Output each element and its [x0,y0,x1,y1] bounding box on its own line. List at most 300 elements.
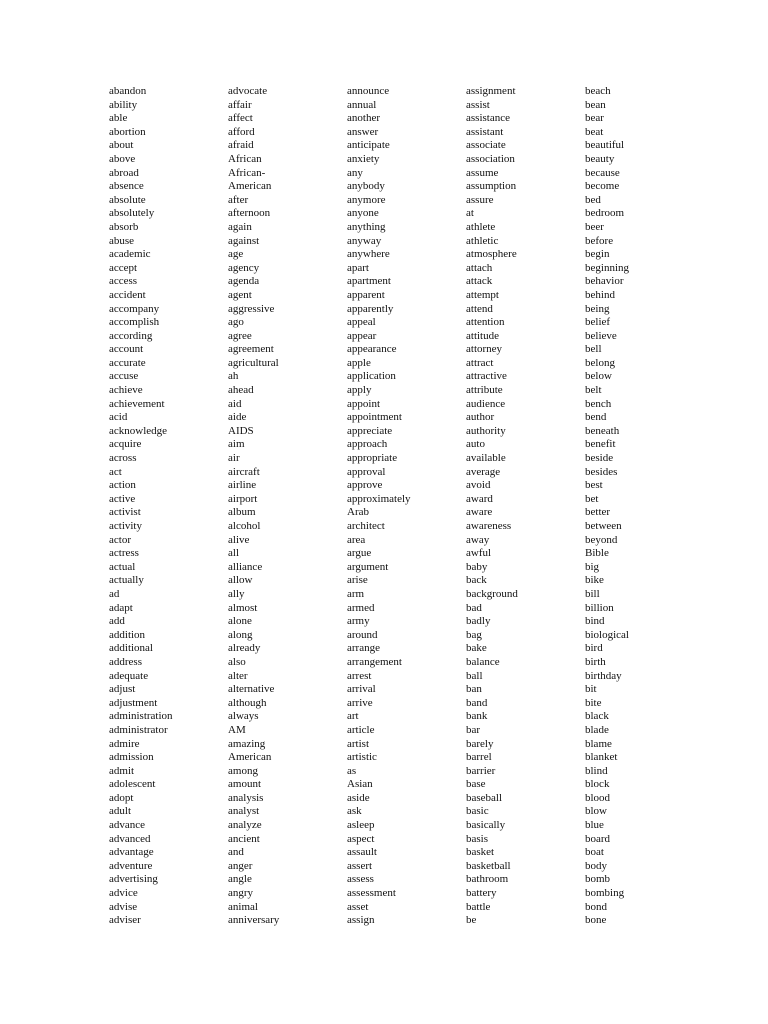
word-item: accident [109,288,146,301]
word-item: aggressive [228,302,275,315]
word-item: administrator [109,723,168,736]
word-item: agent [228,288,252,301]
word-item: between [585,520,622,532]
word-item: bomb [585,873,611,886]
word-item: account [109,343,144,356]
word-item: blue [585,819,604,832]
word-item: advantage [109,846,154,859]
word-item: band [466,696,488,709]
word-item: bake [466,642,487,655]
word-item: action [109,479,136,492]
word-item: alcohol [228,520,261,532]
word-item: approve [347,479,383,492]
word-item: aware [466,506,493,519]
word-item: addition [109,628,146,641]
word-item: anything [347,220,386,233]
word-item: barrel [466,751,492,764]
word-item: become [585,180,620,193]
word-item: bathroom [466,873,509,886]
word-item: assistant [466,125,504,138]
word-item: absorb [109,220,139,233]
word-item: behavior [585,275,624,288]
word-item: absolute [109,193,146,206]
word-item: assure [466,193,494,206]
word-item: article [347,723,375,736]
word-item: bike [585,574,604,587]
word-item: already [228,642,261,655]
word-item: affair [228,98,252,111]
word-item: adjustment [109,696,158,709]
word-item: acid [109,411,128,424]
word-item: attack [466,275,493,288]
word-item: attention [466,316,505,329]
word-item: avoid [466,479,491,492]
word-item: apparently [347,302,394,315]
word-item: beneath [585,424,620,437]
word-item: airport [228,492,258,505]
word-item: author [466,411,495,424]
word-item: art [347,710,359,723]
word-item: ask [347,805,362,818]
word-item: appearance [347,343,397,356]
word-item: ability [109,98,138,111]
word-item: abroad [109,166,139,179]
word-item: believe [585,329,617,342]
word-item: assignment [466,85,516,97]
word-item: blade [585,723,609,736]
word-item: bad [466,601,482,614]
word-item: according [109,329,153,342]
word-item: adjust [109,683,136,696]
word-item: argument [347,560,389,573]
word-item: active [109,492,136,505]
word-item: anger [228,859,253,872]
word-item: authority [466,424,506,437]
word-item: ban [466,683,482,696]
word-item: attorney [466,343,503,356]
word-item: beat [585,125,604,138]
word-item: abandon [109,85,147,97]
word-item: approval [347,465,386,478]
word-item: bird [585,642,603,655]
word-item: big [585,560,600,573]
word-item: ancient [228,832,260,845]
word-item: basket [466,846,495,859]
word-item: attract [466,356,494,369]
word-item: bit [585,683,597,696]
word-item: billion [585,601,614,614]
word-item: assault [347,846,377,859]
word-item: background [466,587,518,600]
word-item: ago [228,316,244,329]
word-item: able [109,112,128,125]
word-item: angle [228,873,252,886]
word-item: arm [347,587,365,600]
word-column-2 [228,85,343,928]
word-item: accuse [109,370,139,383]
word-item: attractive [466,370,507,383]
word-item: award [466,492,493,505]
word-item: appreciate [347,424,393,437]
word-item: as [347,764,357,777]
word-item: angry [228,887,254,900]
word-column-4 [466,85,581,928]
word-item: body [585,859,607,872]
word-item: aspect [347,832,375,845]
word-item: adopt [109,791,134,804]
word-item: after [228,193,249,206]
word-item: actress [109,547,139,560]
word-item: all [228,547,239,560]
word-item: any [347,166,363,179]
word-item: application [347,370,396,383]
word-item: admire [109,737,140,750]
word-item: before [585,234,614,247]
word-item: bite [585,696,602,709]
word-item: ahead [228,384,254,397]
word-item: admission [109,751,154,764]
word-item: announce [347,85,390,97]
word-item: address [109,655,142,668]
word-item: armed [347,601,375,614]
word-item: anymore [347,193,386,206]
word-item: blame [585,737,612,750]
word-item: arrival [347,683,376,696]
word-item: accompany [109,302,160,315]
word-item: begin [585,248,610,261]
word-item: blood [585,791,611,804]
word-item: belief [585,316,611,329]
word-item: around [347,628,378,641]
word-item: assign [347,914,375,927]
word-item: AIDS [228,424,254,437]
word-item: air [228,452,240,465]
word-item: average [466,465,501,478]
word-item: amount [228,778,261,791]
word-item: alliance [228,560,263,573]
word-item: accept [109,261,138,274]
word-item: anyone [347,207,379,220]
word-item: appear [347,329,377,342]
word-item: boat [585,846,604,859]
word-item: agree [228,329,252,342]
word-item: beyond [585,533,618,546]
word-item: belong [585,356,615,369]
word-item: appointment [347,411,402,424]
word-item: biological [585,628,629,641]
word-item: adult [109,805,131,818]
word-item: age [228,248,244,261]
word-item: black [585,710,609,723]
word-item: beautiful [585,139,625,152]
word-item: bet [585,492,599,505]
word-item: bed [585,193,601,206]
word-item: being [585,302,610,315]
word-item: atmosphere [466,248,517,261]
word-item: back [466,574,487,587]
word-item: bond [585,900,607,913]
word-item: afford [228,125,255,138]
word-item: besides [585,465,618,478]
word-item: answer [347,125,379,138]
word-item: approach [347,438,388,451]
word-item: again [228,220,252,233]
word-item: access [109,275,138,288]
word-item: below [585,370,612,383]
word-item: beer [585,220,604,233]
word-item: badly [466,615,491,628]
word-item: baseball [466,791,503,804]
word-item: barrier [466,764,496,777]
word-item: athletic [466,234,499,247]
word-item: adapt [109,601,133,614]
word-item: apartment [347,275,391,288]
word-item: advertising [109,873,158,886]
word-item: act [109,465,122,478]
word-item: basis [466,832,488,845]
word-item: anywhere [347,248,390,261]
word-item: absolutely [109,207,155,220]
word-item: additional [109,642,153,655]
word-item: aide [228,411,247,424]
word-item: American [228,180,272,193]
word-item: architect [347,520,385,532]
word-item: ah [228,370,239,383]
word-item: ball [466,669,483,682]
word-item: ad [109,587,120,600]
word-item: bell [585,343,602,356]
word-item: actor [109,533,131,546]
word-item: alternative [228,683,275,696]
word-item: balance [466,655,500,668]
word-item: blow [585,805,607,818]
word-item: bench [585,397,612,410]
word-item: agency [228,261,260,274]
word-item: annual [347,98,377,111]
word-item: artist [347,737,369,750]
word-item: argue [347,547,372,560]
word-column-3 [347,85,462,928]
word-item: apply [347,384,372,397]
word-item: accomplish [109,316,160,329]
word-item: attend [466,302,493,315]
word-item: analyze [228,819,262,832]
word-item: alone [228,615,252,628]
word-item: apparent [347,288,385,301]
word-item: battery [466,887,497,900]
word-item: AM [228,723,246,736]
word-item: about [109,139,134,152]
word-item: afraid [228,139,254,152]
word-item: above [109,152,136,165]
word-item: basically [466,819,506,832]
word-item: arrive [347,696,373,709]
word-item: although [228,696,267,709]
word-item: animal [228,900,258,913]
word-item: basketball [466,859,511,872]
word-item: also [228,655,246,668]
word-item: appeal [347,316,376,329]
word-item: aircraft [228,465,260,478]
word-item: analyst [228,805,260,818]
word-item: birthday [585,669,622,682]
word-item: advanced [109,832,151,845]
word-item: adviser [109,914,141,927]
word-item: block [585,778,610,791]
word-item: blind [585,764,608,777]
word-item: analysis [228,791,264,804]
word-column-5 [585,85,700,928]
word-item: Arab [347,506,369,519]
word-item: amazing [228,737,266,750]
word-item: ally [228,587,245,600]
word-item: Asian [347,778,373,791]
word-item: artistic [347,751,377,764]
word-item: audience [466,397,506,410]
word-item: apart [347,261,369,274]
word-item: bone [585,914,607,927]
word-item: airline [228,479,257,492]
word-item: another [347,112,380,125]
word-item: assistance [466,112,510,125]
word-item: acknowledge [109,424,168,437]
word-item: assumption [466,180,517,193]
word-item: add [109,615,125,628]
word-item: against [228,234,260,247]
word-item: beauty [585,152,615,165]
word-item: behind [585,288,615,301]
word-item: basic [466,805,489,818]
word-item: anyway [347,234,382,247]
word-item: African- [228,166,266,179]
word-item: advice [109,887,138,900]
word-item: allow [228,574,253,587]
word-item: among [228,764,258,777]
word-item: area [347,533,366,546]
word-item: attach [466,261,493,274]
word-item: adventure [109,859,153,872]
word-item: adequate [109,669,149,682]
word-item: auto [466,438,485,451]
word-item: birth [585,655,606,668]
word-item: battle [466,900,491,913]
word-item: anticipate [347,139,390,152]
word-item: Bible [585,547,609,560]
word-item: and [228,846,244,859]
word-item: along [228,628,253,641]
word-item: American [228,751,272,764]
word-item: anniversary [228,914,280,927]
word-item: advocate [228,85,268,97]
word-item: attempt [466,288,499,301]
word-item: advance [109,819,146,832]
word-item: away [466,533,490,546]
word-item: baby [466,560,488,573]
word-item: be [466,914,477,927]
word-item: activist [109,506,141,519]
word-item: assess [347,873,374,886]
word-item: appoint [347,397,380,410]
word-item: attitude [466,329,499,342]
word-item: arise [347,574,368,587]
word-item: acquire [109,438,142,451]
word-item: because [585,166,620,179]
word-item: actual [109,560,136,573]
word-item: bear [585,112,604,125]
word-item: army [347,615,370,628]
word-item: activity [109,520,142,532]
word-item: aside [347,791,370,804]
word-item: agricultural [228,356,279,369]
word-item: associate [466,139,506,152]
word-item: awful [466,547,492,560]
word-item: best [585,479,603,492]
word-item: approximately [347,492,411,505]
word-item: aid [228,397,242,410]
word-item: base [466,778,486,791]
word-item: achieve [109,384,143,397]
word-item: bend [585,411,607,424]
word-item: agenda [228,275,260,288]
word-item: absence [109,180,144,193]
word-item: bank [466,710,488,723]
word-item: beside [585,452,614,465]
word-item: asleep [347,819,375,832]
word-item: achievement [109,397,165,410]
word-item: bean [585,98,606,111]
word-item: barely [466,737,494,750]
word-item: alive [228,533,250,546]
word-item: arrange [347,642,380,655]
word-item: beginning [585,261,629,274]
word-item: assist [466,98,490,111]
word-item: apple [347,356,371,369]
word-item: bombing [585,887,625,900]
word-item: advise [109,900,138,913]
word-item: bedroom [585,207,625,220]
word-item: available [466,452,506,465]
word-item: better [585,506,611,519]
word-item: abortion [109,125,146,138]
word-item: bar [466,723,481,736]
word-item: assessment [347,887,396,900]
word-item: always [228,710,259,723]
word-item: assume [466,166,499,179]
word-item: almost [228,601,258,614]
word-item: abuse [109,234,135,247]
word-item: belt [585,384,602,397]
word-item: attribute [466,384,503,397]
word-item: admit [109,764,135,777]
word-item: appropriate [347,452,398,465]
word-item: asset [347,900,369,913]
word-column-1 [109,85,224,928]
word-item: association [466,152,515,165]
word-item: afternoon [228,207,271,220]
word-item: blanket [585,751,618,764]
word-item: academic [109,248,151,261]
word-item: affect [228,112,253,125]
word-item: African [228,152,262,165]
word-item: bind [585,615,605,628]
word-item: accurate [109,356,146,369]
word-item: awareness [466,520,512,532]
word-item: benefit [585,438,616,451]
word-item: album [228,506,256,519]
word-item: athlete [466,220,496,233]
word-item: anybody [347,180,385,193]
word-item: board [585,832,611,845]
